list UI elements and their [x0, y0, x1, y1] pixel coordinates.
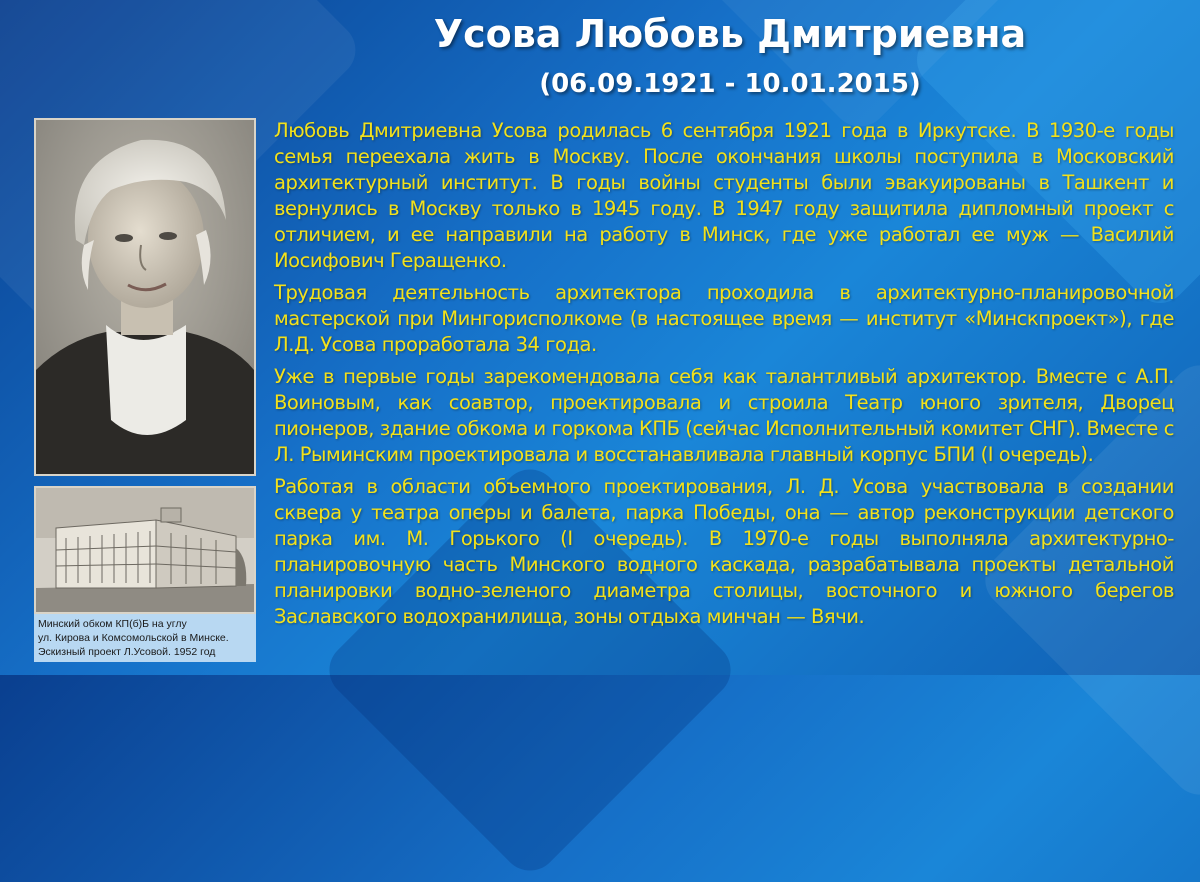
caption-line: Эскизный проект Л.Усовой. 1952 год: [38, 646, 216, 658]
portrait-photo: [34, 118, 256, 476]
building-photo: [34, 486, 256, 614]
bio-paragraph: Трудовая деятельность архитектора проходила в архитектурно-планировочной мастерской при Мингорисполкоме (в настоящее время — институт «Минскпроект»), где Л.Д. Усова проработала 34 года.: [274, 281, 1174, 356]
caption-line: ул. Кирова и Комсомольской в Минске.: [38, 632, 229, 644]
biography-text: [274, 118, 1174, 636]
photo-caption: [34, 614, 256, 662]
bio-paragraph: Уже в первые годы зарекомендовала себя как талантливый архитектор. Вместе с А.П. Воиновым, как соавтор, проектировала и строила Театр юного зрителя, Дворец пионеров, здание обкома и горкома КПБ (сейчас Исполнительный комитет СНГ). Вместе с Л. Рыминским проектировала и восстанавливала главный корпус БПИ (I очередь).: [274, 365, 1174, 466]
caption-line: Минский обком КП(б)Б на углу: [38, 618, 187, 630]
page-title: Усова Любовь Дмитриевна: [433, 12, 1027, 56]
life-dates: (06.09.1921 - 10.01.2015): [539, 69, 921, 99]
bio-paragraph: Работая в области объемного проектирования, Л. Д. Усова участвовала в создании сквера у театра оперы и балета, парка Победы, она — автор реконструкции детского парка им. М. Горького (I очередь). В 1970-е годы выполняла архитектурно-планировочную часть Минского водного каскада, разрабатывала проекты детальной планировки водно-зеленого диаметра столицы, восточного и южного берегов Заславского водохранилища, зоны отдыха минчан — Вячи.: [274, 475, 1174, 628]
bio-paragraph: Любовь Дмитриевна Усова родилась 6 сентября 1921 года в Иркутске. В 1930-е годы семья переехала жить в Москву. После окончания школы поступила в Московский архитектурный институт. В годы войны студенты были эвакуированы в Ташкент и вернулись в Москву только в 1945 году. В 1947 году защитила дипломный проект с отличием, и ее направили на работу в Минск, где уже работал ее муж — Василий Иосифович Геращенко.: [274, 119, 1174, 272]
